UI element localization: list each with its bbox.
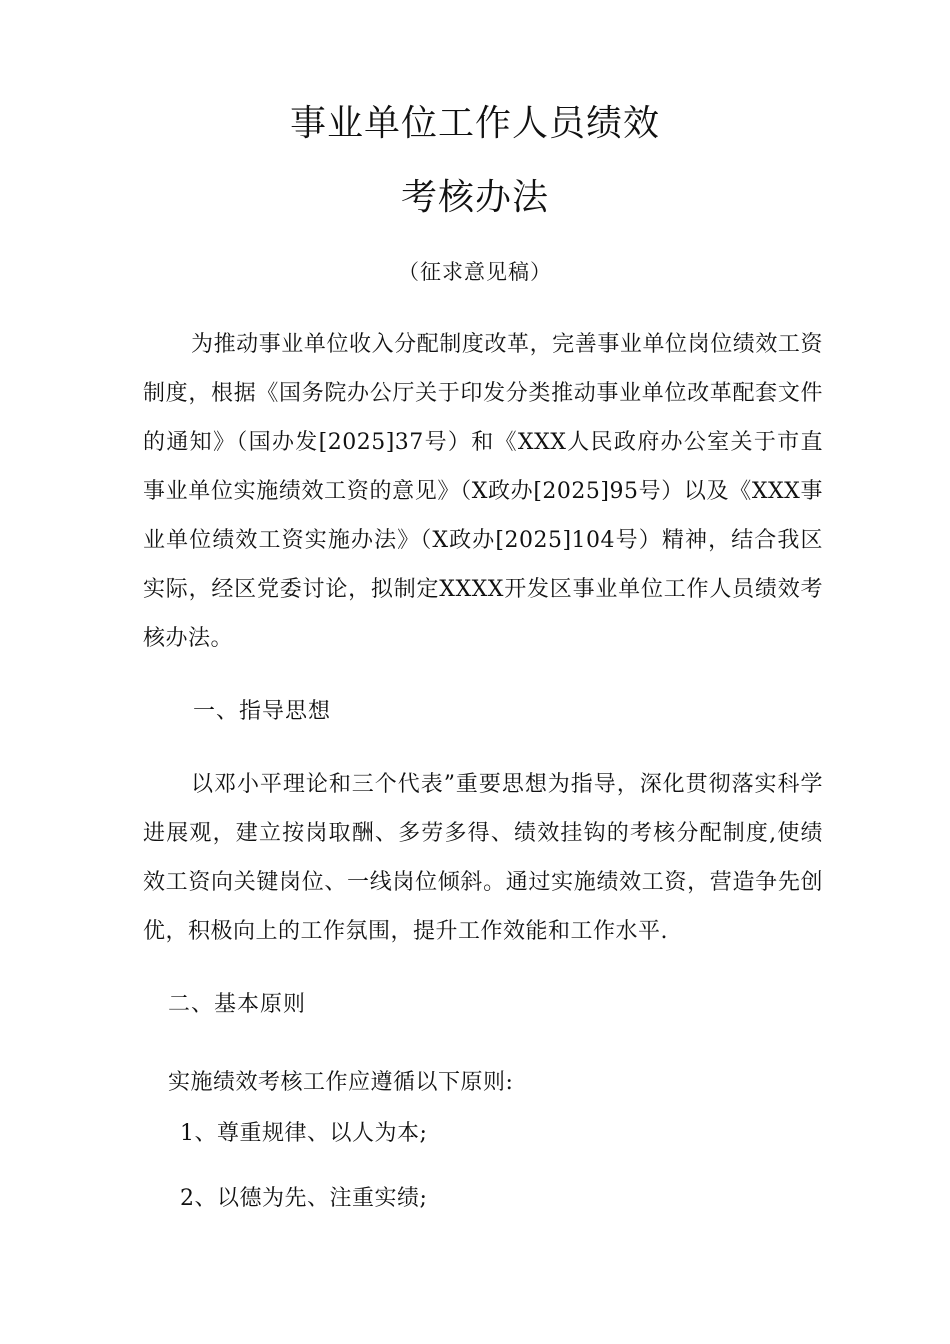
principle-item: 1、尊重规律、以人为本; bbox=[180, 1121, 428, 1146]
document-subtitle: （征求意见稿） bbox=[398, 260, 552, 284]
document-title-line-1: 事业单位工作人员绩效 bbox=[289, 103, 660, 144]
principle-item: 2、以德为先、注重实绩; bbox=[180, 1186, 428, 1211]
guiding-ideology-paragraph: 以邓小平理论和三个代表”重要思想为指导，深化贯彻落实科学进展观，建立按岗取酬、多劳多得、绩效挂钩的考核分配制度,使绩效工资向关键岗位、一线岗位倾斜。通过实施绩效工资，营造争先创优，积极向上的工作氛围，提升工作效能和工作水平. bbox=[143, 772, 823, 944]
principles-intro: 实施绩效考核工作应遵循以下原则: bbox=[168, 1070, 514, 1095]
section-heading-guiding-ideology: 一、指导思想 bbox=[193, 699, 332, 724]
intro-paragraph: 为推动事业单位收入分配制度改革，完善事业单位岗位绩效工资制度，根据《国务院办公厅关于印发分类推动事业单位改革配套文件的通知》（国办发[2025]37号）和《XXX人民政府办公室关于市直事业单位实施绩效工资的意见》（X政办[2025]95号）以及《XXX事业单位绩效工资实施办法》（X政办[2025]104号）精神，结合我区实际，经区党委讨论，拟制定XXXX开发区事业单位工作人员绩效考核办法。 bbox=[143, 332, 823, 651]
document-title-line-2: 考核办法 bbox=[400, 177, 549, 218]
section-heading-basic-principles: 二、基本原则 bbox=[168, 992, 307, 1017]
